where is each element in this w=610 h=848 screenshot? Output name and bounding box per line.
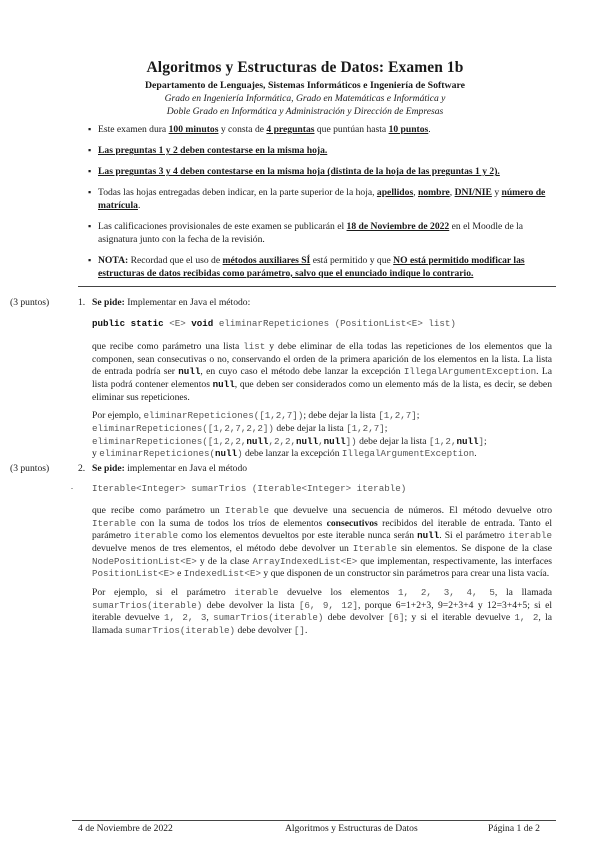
degrees-line-2: Doble Grado en Informática y Administración y Dirección de Empresas [166,106,444,118]
instruction-questions-3-4: ▪ Las preguntas 3 y 4 deben contestarse en la misma hoja (distinta de la hoja de las preguntas 1 y 2). [88,166,550,179]
footer-divider [72,820,556,821]
question-2-description: que recibe como parámetro un Iterable que devuelve una secuencia de números. El método devuelve otro Iterable con la suma de todos los tríos de elementos consecutivos recibidos del iterable de entrada. Tanto el parámetro iterable como los elementos devueltos por este iterable nunca serán null. Si el parámetro iterable devuelve menos de tres elementos, el método debe devolver un Iterable sin elementos. Se dispone de la clase NodePositionList<E> y de la clase ArrayIndexedList<E> que implementan, respectivamente, las interfaces PositionList<E> e IndexedList<E> y que disponen de un constructor sin parámetros para crear una lista vacía. [92,505,553,580]
department-name: Departamento de Lenguajes, Sistemas Informáticos e Ingeniería de Software [144,80,466,92]
instruction-grades: ▪ Las calificaciones provisionales de este examen se publicarán el 18 de Noviembre de 2022 en el Moodle de la asignatura junto con la fecha de la revisión. [88,221,550,246]
exam-title: Algoritmos y Estructuras de Datos: Examen 1b [146,59,464,76]
question-2-prompt: Se pide: implementar en Java el método [92,463,248,474]
footer-date: 4 de Noviembre de 2022 [78,823,173,834]
question-2-points: (3 puntos) [10,463,50,474]
instructions-list [88,124,550,289]
exam-header [0,58,610,119]
footer-page-number: Página 1 de 2 [488,823,540,834]
question-2-number: 2. [78,463,86,474]
section-divider [78,286,556,287]
question-2-examples: Por ejemplo, si el parámetro iterable devuelve los elementos 1, 2, 3, 4, 5, la llamada sumarTrios(iterable) debe devolver la lista [6, 9, 12], porque 6=1+2+3, 9=2+3+4 y 12=3+4+5; si el iterable devuelve 1, 2, 3, sumarTrios(iterable) debe devolver [6]; y si el iterable devuelve 1, 2, la llamada sumarTrios(iterable) debe devolver []. [92,586,552,636]
instruction-duration: ▪ Este examen dura 100 minutos y consta de 4 preguntas que puntúan hasta 10 puntos. [88,124,550,137]
question-1-number: 1. [78,297,86,308]
footer-course: Algoritmos y Estructuras de Datos [285,823,418,834]
instruction-questions-1-2: ▪ Las preguntas 1 y 2 deben contestarse en la misma hoja. [88,145,550,158]
question-1-prompt: Se pide: Implementar en Java el método: [92,297,251,308]
instruction-note: ▪ NOTA: Recordad que el uso de métodos auxiliares SÍ está permitido y que NO está permitido modificar las estructuras de datos recibidas como parámetro, salvo que el enunciado indique lo contrario. [88,255,550,280]
margin-dot: . [71,482,73,491]
question-1-signature: public static <E> void eliminarRepeticiones (PositionList<E> list) [92,318,456,329]
degrees-line-1: Grado en Ingeniería Informática, Grado en Matemáticas e Informática y [164,93,446,105]
question-2-body [92,505,552,644]
question-1-body [92,341,552,467]
instruction-sheet-header: ▪ Todas las hojas entregadas deben indicar, en la parte superior de la hoja, apellidos, nombre, DNI/NIE y número de matrícula. [88,187,550,212]
question-2-signature: Iterable<Integer> sumarTrios (Iterable<Integer> iterable) [92,483,407,494]
question-1-points: (3 puntos) [10,297,50,308]
question-1-description: que recibe como parámetro una lista list y debe eliminar de ella todas las repeticiones de los elementos que la componen, sean consecutivas o no, conservando el orden de la primera aparición de los elementos en la lista. La lista de entrada podría ser null, en cuyo caso el método debe lanzar la excepción IllegalArgumentException. La lista podrá contener elementos null, que deben ser considerados como un elemento más de la lista, es decir, se deben eliminar sus repeticiones. [92,341,552,403]
question-1-examples: Por ejemplo, eliminarRepeticiones([1,2,7]); debe dejar la lista [1,2,7]; eliminarRepeticiones([1,2,7,2,2]) debe dejar la lista [1,2,7]; eliminarRepeticiones([1,2,2,null,2,2,null,null]) debe dejar la lista [1,2,null]; y eliminarRepeticiones(null) debe lanzar la excepción IllegalArgumentException. [92,410,487,460]
